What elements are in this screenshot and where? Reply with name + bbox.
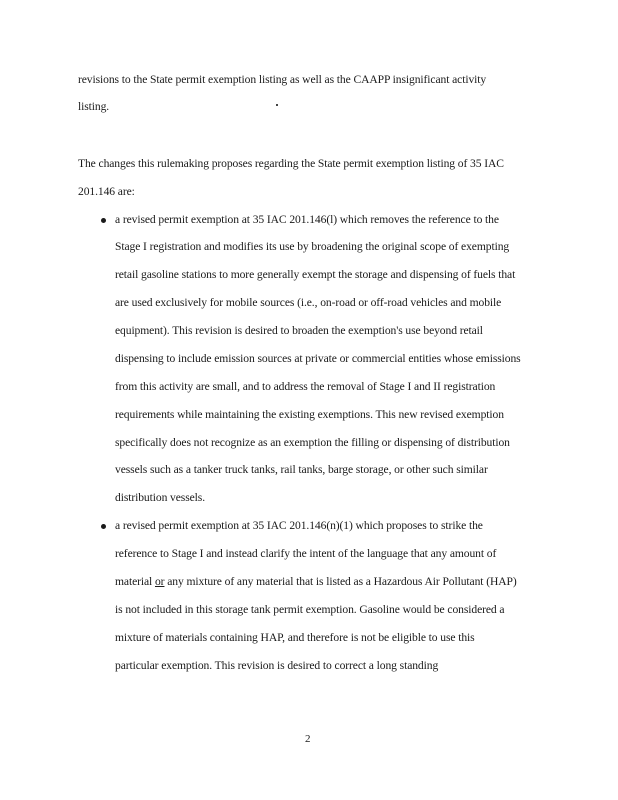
bullet-1-line-1: a revised permit exemption at 35 IAC 201.146(l) which removes the reference to the	[115, 213, 499, 226]
bullet-1-line-9: specifically does not recognize as an exemption the filling or dispensing of distribution	[115, 436, 510, 449]
changes-heading-line-1: The changes this rulemaking proposes regarding the State permit exemption listing of 35 IAC	[78, 157, 504, 170]
bullet-1-line-4: are used exclusively for mobile sources (i.e., on-road or off-road vehicles and mobile	[115, 296, 502, 309]
bullet-2-line-2: reference to Stage I and instead clarify the intent of the language that any amount of	[115, 547, 497, 560]
bullet-icon-1	[101, 218, 106, 223]
bullet-2-line-3: material or any mixture of any material that is listed as a Hazardous Air Pollutant (HAP)	[115, 575, 517, 588]
bullet-1-line-10: vessels such as a tanker truck tanks, rail tanks, barge storage, or other such similar	[115, 463, 488, 476]
intro-line-2: listing.	[78, 100, 110, 113]
bullet-1-line-8: requirements while maintaining the existing exemptions. This new revised exemption	[115, 408, 504, 421]
bullet-2-line-6: particular exemption. This revision is desired to correct a long standing	[115, 659, 439, 672]
bullet-1-line-6: dispensing to include emission sources at private or commercial entities whose emissions	[115, 352, 521, 365]
bullet-2-line-1: a revised permit exemption at 35 IAC 201.146(n)(1) which proposes to strike the	[115, 519, 483, 532]
bullet-2-line-4: is not included in this storage tank permit exemption. Gasoline would be considered a	[115, 603, 505, 616]
changes-heading-line-2: 201.146 are:	[78, 185, 135, 198]
bullet-icon-2	[101, 524, 106, 529]
page-number: 2	[305, 733, 311, 745]
bullet-1-line-7: from this activity are small, and to address the removal of Stage I and II registration	[115, 380, 496, 393]
bullet-1-line-5: equipment). This revision is desired to broaden the exemption's use beyond retail	[115, 324, 483, 337]
intro-line-1: revisions to the State permit exemption listing as well as the CAAPP insignificant activity	[78, 73, 487, 86]
bullet-1-line-3: retail gasoline stations to more generally exempt the storage and dispensing of fuels that	[115, 268, 516, 281]
bullet-2-line-5: mixture of materials containing HAP, and therefore is not be eligible to use this	[115, 631, 475, 644]
bullet-1-line-11: distribution vessels.	[115, 491, 206, 504]
bullet-1-line-2: Stage I registration and modifies its use by broadening the original scope of exempting	[115, 240, 510, 253]
scan-speck	[276, 104, 278, 106]
